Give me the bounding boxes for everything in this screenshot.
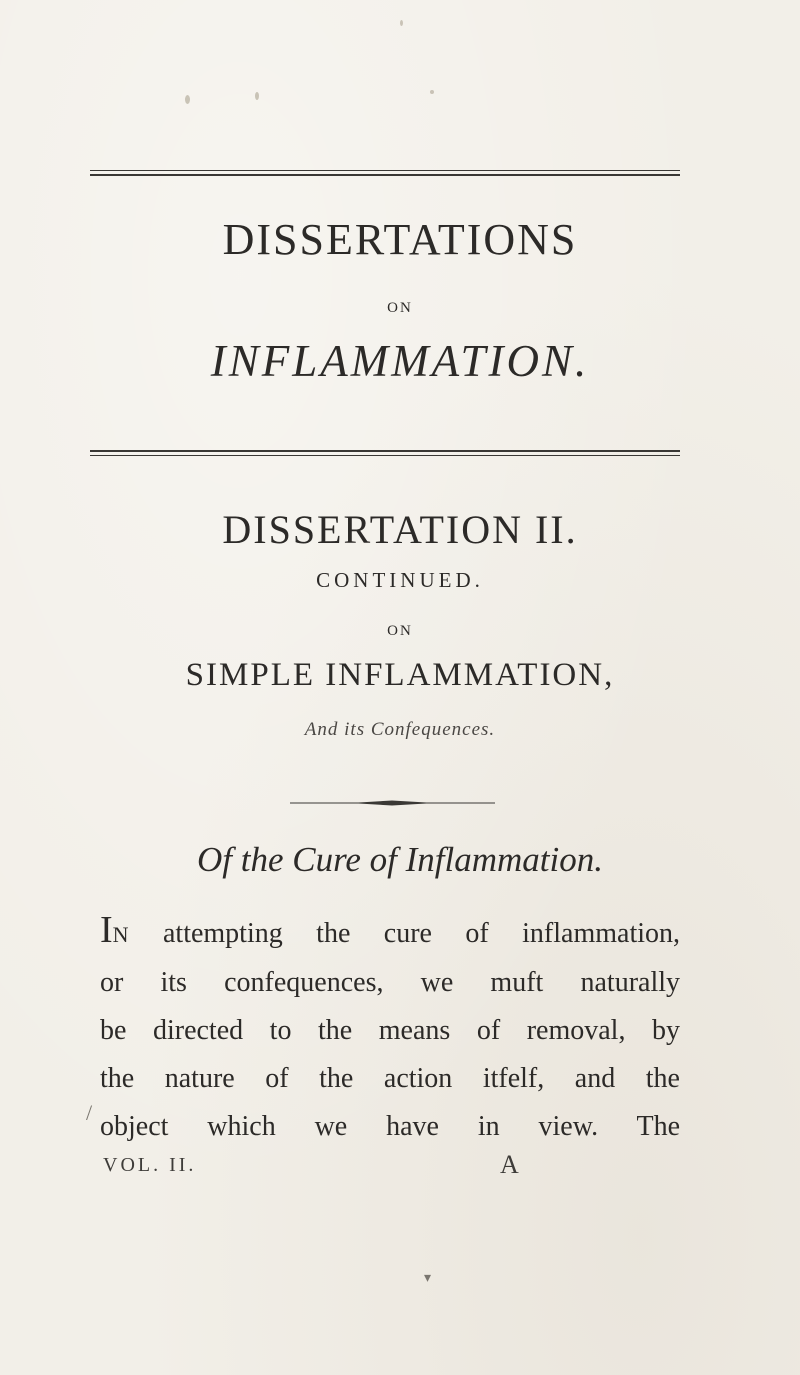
body-line-1	[100, 906, 680, 959]
paper-speck: ▾	[424, 1271, 432, 1286]
body-line-text: attempting the cure of inflammation,	[162, 918, 681, 949]
drop-cap: I	[100, 909, 113, 951]
mid-rule-thin	[90, 455, 680, 456]
dissertation-number: DISSERTATION II.	[222, 507, 578, 552]
book-title: DISSERTATIONS	[222, 215, 578, 264]
body-line-4: the nature of the action itfelf, and the	[100, 1063, 680, 1094]
body-line-5: object which we have in view. The	[100, 1111, 680, 1142]
small-caps: N	[112, 922, 130, 947]
top-rule-thin	[90, 170, 680, 171]
top-rule-thick	[90, 174, 680, 176]
margin-mark: /	[86, 1100, 93, 1125]
section-on: ON	[387, 623, 413, 639]
volume-signature: VOL. II.	[103, 1154, 197, 1176]
body-paragraph	[100, 906, 680, 1151]
section-topic: SIMPLE INFLAMMATION,	[185, 657, 615, 693]
chapter-title: Of the Cure of Inflammation.	[196, 840, 604, 879]
paper-speck	[185, 95, 190, 104]
section-subtitle: And its Confequences.	[304, 719, 496, 740]
paper-speck	[400, 20, 403, 26]
continued-label: CONTINUED.	[316, 568, 484, 592]
gathering-signature: A	[500, 1150, 519, 1179]
mid-rule-thick	[90, 450, 680, 452]
paper-speck	[430, 90, 434, 94]
paper-speck	[255, 92, 259, 100]
book-subject: INFLAMMATION.	[210, 336, 590, 386]
ornamental-rule	[290, 800, 495, 806]
body-line-3: be directed to the means of removal, by	[100, 1015, 680, 1046]
body-line-2: or its confequences, we muft naturally	[100, 967, 680, 998]
title-on: ON	[387, 300, 413, 316]
